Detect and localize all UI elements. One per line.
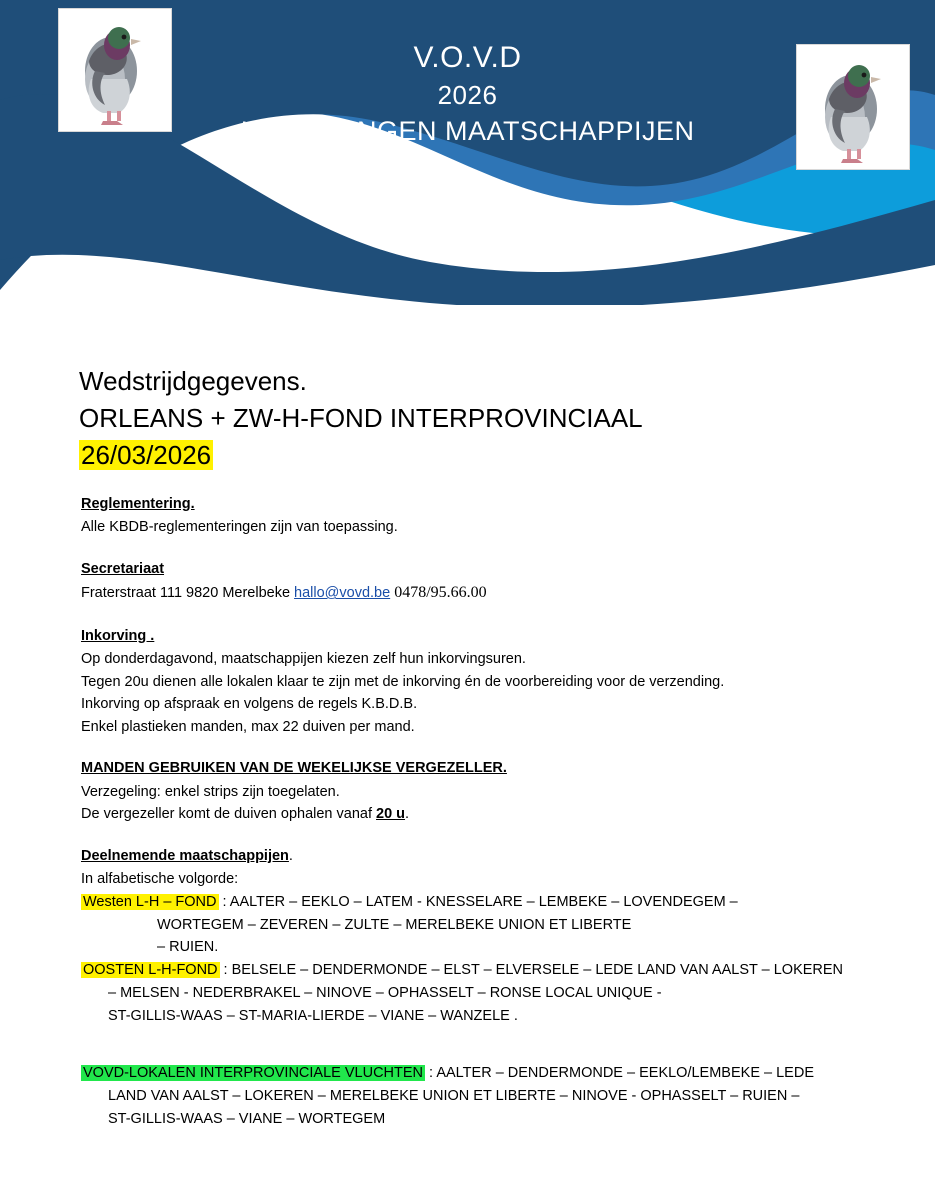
section-reglementering (81, 493, 935, 539)
banner-title-line1: V.O.V.D (413, 41, 522, 74)
group-label: Westen L-H – FOND (83, 893, 217, 910)
section-title: Inkorving . (81, 627, 155, 644)
section-manden (81, 757, 935, 825)
group-row-text: ST-GILLIS-WAAS – VIANE – WORTEGEM (108, 1110, 386, 1127)
banner-title-line2: 2026 (437, 79, 498, 110)
group-label: OOSTEN L-H-FOND (83, 962, 218, 979)
section-title-suffix: . (288, 847, 293, 864)
email-link[interactable]: hallo@vovd.be (294, 585, 391, 602)
group-row-text: LAND VAN AALST – LOKEREN – MERELBEKE UNION ET LIBERTE – NINOVE - OPHASSELT – RUIEN – (108, 1087, 800, 1104)
section-line: Tegen 20u dienen alle lokalen klaar te zijn met de inkorving én de voorbereiding voor de verzending. (81, 673, 725, 690)
banner-title-line3: INLICHTINGEN MAATSCHAPPIJEN (240, 115, 695, 146)
document-body (0, 305, 935, 1131)
group-label: VOVD-LOKALEN INTERPROVINCIALE VLUCHTEN (83, 1065, 424, 1082)
group-vovd-lokalen (81, 1062, 935, 1131)
group-row-text: ST-GILLIS-WAAS – ST-MARIA-LIERDE – VIANE – WANZELE . (108, 1008, 518, 1025)
section-line: Op donderdagavond, maatschappijen kiezen zelf hun inkorvingsuren. (81, 651, 526, 668)
section-line: Verzegeling: enkel strips zijn toegelaten. (81, 783, 340, 800)
pigeon-photo-left (58, 8, 172, 132)
race-date: 26/03/2026 (81, 439, 212, 470)
section-deelnemende-maatschappijen (81, 845, 935, 891)
group-separator: : (425, 1065, 437, 1082)
section-title: Reglementering. (81, 495, 195, 512)
race-title: ORLEANS + ZW-H-FOND INTERPROVINCIAAL (79, 402, 643, 433)
group-separator: : (218, 893, 230, 910)
section-title: Deelnemende maatschappijen (81, 847, 289, 864)
section-line: Alle KBDB-reglementeringen zijn van toepassing. (81, 519, 398, 536)
group-separator: : (219, 962, 232, 979)
group-row-text: BELSELE – DENDERMONDE – ELST – ELVERSELE – LEDE LAND VAN AALST – LOKEREN (231, 962, 844, 979)
page-title: Wedstrijdgegevens. (79, 366, 307, 396)
pickup-text: De vergezeller komt de duiven ophalen vanaf (81, 806, 377, 823)
pickup-suffix: . (405, 806, 410, 823)
group-row-text: AALTER – DENDERMONDE – EEKLO/LEMBEKE – LEDE (436, 1065, 814, 1082)
secretariat-address: Fraterstraat 111 9820 Merelbeke (81, 585, 295, 602)
section-secretariaat (81, 558, 935, 606)
group-oosten (81, 959, 935, 1028)
header-banner (0, 0, 935, 305)
group-row-text: AALTER – EEKLO – LATEM - KNESSELARE – LEMBEKE – LOVENDEGEM – (229, 893, 738, 910)
document-heading (79, 363, 935, 474)
section-inkorving (81, 625, 935, 738)
section-line: Enkel plastieken manden, max 22 duiven per mand. (81, 718, 415, 735)
section-title: Secretariaat (81, 560, 165, 577)
section-line: Inkorving op afspraak en volgens de regels K.B.D.B. (81, 696, 418, 713)
group-row-text: – MELSEN - NEDERBRAKEL – NINOVE – OPHASSELT – RONSE LOCAL UNIQUE - (108, 985, 662, 1002)
group-westen (81, 891, 935, 960)
section-line: In alfabetische volgorde: (81, 871, 239, 888)
pigeon-photo-right (796, 44, 910, 170)
section-title: MANDEN GEBRUIKEN VAN DE WEKELIJKSE VERGEZELLER. (81, 760, 507, 777)
group-row-text: – RUIEN. (157, 939, 219, 956)
pickup-time: 20 u (376, 806, 406, 823)
group-row-text: WORTEGEM – ZEVEREN – ZULTE – MERELBEKE UNION ET LIBERTE (157, 916, 632, 933)
secretariat-phone: 0478/95.66.00 (390, 584, 487, 602)
